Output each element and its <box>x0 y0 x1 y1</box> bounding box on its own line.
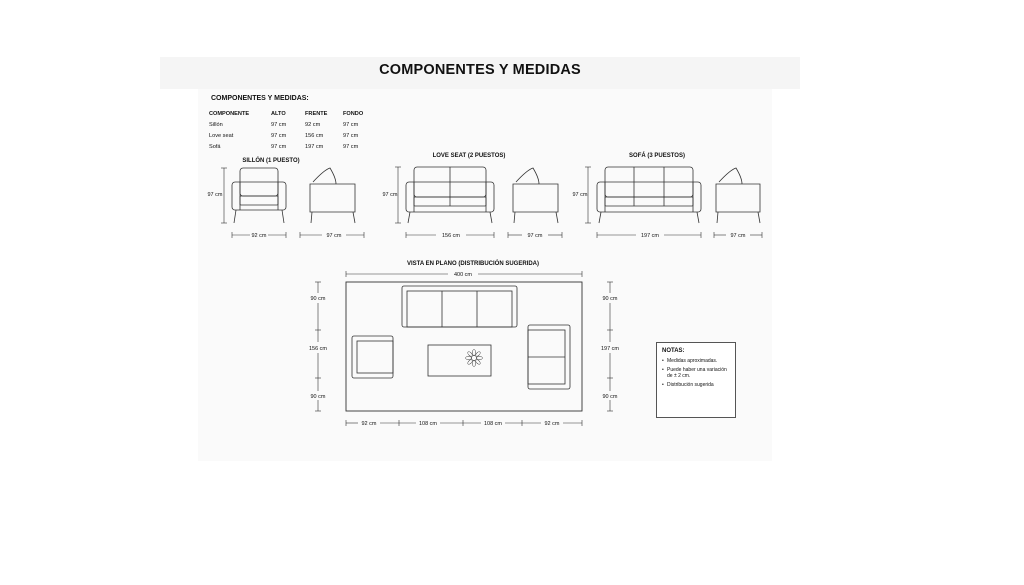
cell-depth: 97 cm <box>343 132 359 139</box>
armchair-front-label: 92 cm <box>251 233 267 239</box>
loveseat-side-view <box>513 168 558 223</box>
cell-front: 92 cm <box>305 121 321 128</box>
cell-name: Love seat <box>209 132 234 139</box>
sofa-depth-label: 97 cm <box>730 233 746 239</box>
plan-flower-ornament <box>466 350 483 367</box>
plan-armchair <box>352 336 393 378</box>
note-item: • Distribución sugerida <box>662 382 730 388</box>
plan-bottom-dim-3: 108 cm <box>483 421 503 427</box>
notes-box <box>656 342 736 418</box>
sofa-label: SOFÁ (3 PUESTOS) <box>629 153 685 159</box>
header-depth: FONDO <box>343 110 364 117</box>
table-title: COMPONENTES Y MEDIDAS: <box>211 95 309 102</box>
sofa-height-label: 97 cm <box>572 192 588 198</box>
loveseat-label: LOVE SEAT (2 PUESTOS) <box>432 153 506 159</box>
armchair-label: SILLÓN (1 PUESTO) <box>242 158 300 164</box>
plan-width-label: 400 cm <box>453 272 473 278</box>
plan-bottom-dim-2: 108 cm <box>418 421 438 427</box>
cell-height: 97 cm <box>271 121 287 128</box>
plan-sofa <box>402 286 517 327</box>
cell-depth: 97 cm <box>343 143 359 150</box>
armchair-depth-label: 97 cm <box>326 233 342 239</box>
cell-front: 156 cm <box>305 132 324 139</box>
header-front: FRENTE <box>305 110 328 117</box>
loveseat-front-label: 156 cm <box>441 233 461 239</box>
armchair-side-view <box>310 168 355 223</box>
header-component: COMPONENTE <box>209 110 250 117</box>
cell-height: 97 cm <box>271 143 287 150</box>
plan-left-dim-2: 156 cm <box>308 346 328 352</box>
note-item: • Puede haber una variación de ± 2 cm. <box>662 367 730 379</box>
plan-left-dim-3: 90 cm <box>310 394 326 400</box>
sofa-side-view <box>716 168 760 223</box>
plan-rug <box>346 282 582 411</box>
plan-right-dim-1: 90 cm <box>602 296 618 302</box>
cell-depth: 97 cm <box>343 121 359 128</box>
armchair-front-view <box>232 168 286 223</box>
armchair-height-label: 97 cm <box>207 192 223 198</box>
cell-front: 197 cm <box>305 143 324 150</box>
notes-list <box>662 358 730 388</box>
plan-bottom-dim-4: 92 cm <box>544 421 560 427</box>
sofa-front-view <box>597 167 701 223</box>
loveseat-height-label: 97 cm <box>382 192 398 198</box>
plan-title: VISTA EN PLANO (DISTRIBUCIÓN SUGERIDA) <box>406 261 540 267</box>
cell-height: 97 cm <box>271 132 287 139</box>
header-height: ALTO <box>271 110 286 117</box>
sofa-front-label: 197 cm <box>640 233 660 239</box>
plan-right-dim-3: 90 cm <box>602 394 618 400</box>
notes-title: NOTAS: <box>662 348 685 354</box>
plan-left-dim-1: 90 cm <box>310 296 326 302</box>
loveseat-front-view <box>406 167 494 223</box>
elevation-dimensions <box>221 167 762 238</box>
plan-coffee-table <box>428 345 491 376</box>
plan-right-dim-2: 197 cm <box>600 346 620 352</box>
note-item: • Medidas aproximadas. <box>662 358 730 364</box>
cell-name: Sofá <box>209 143 221 150</box>
plan-bottom-dim-1: 92 cm <box>361 421 377 427</box>
page-title: COMPONENTES Y MEDIDAS <box>379 62 581 78</box>
cell-name: Sillón <box>209 121 223 128</box>
plan-loveseat <box>528 325 570 389</box>
loveseat-depth-label: 97 cm <box>527 233 543 239</box>
